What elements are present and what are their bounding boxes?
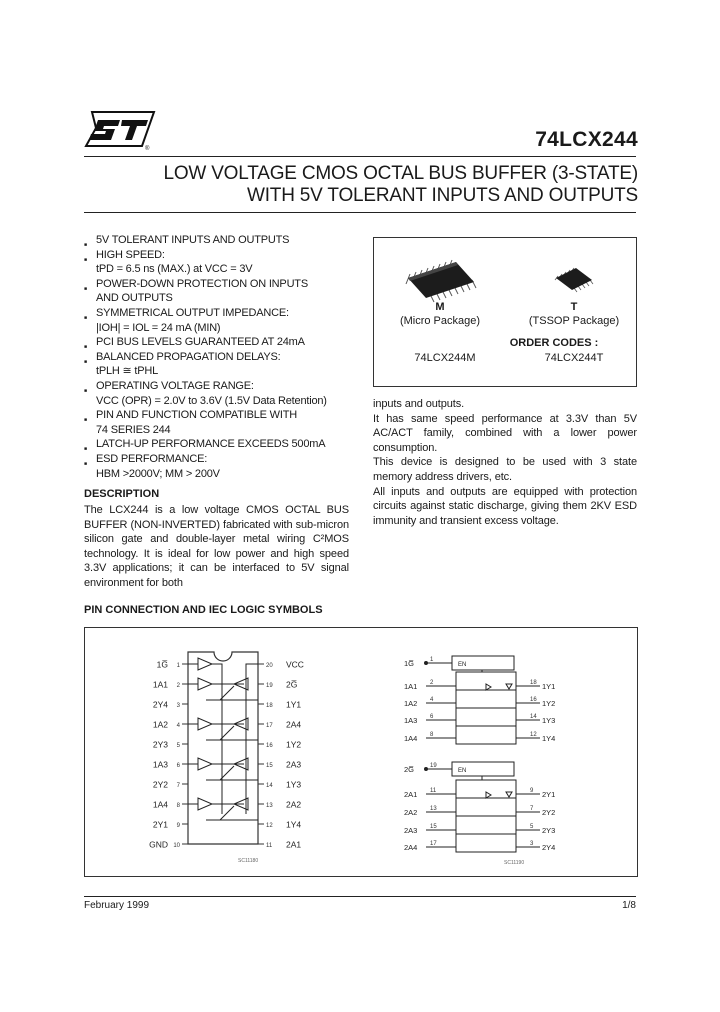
- feature-item: [84, 350, 359, 365]
- pin-number-right: 15: [266, 763, 273, 769]
- feature-item: [84, 394, 359, 409]
- iec-output-pin: 12: [530, 732, 537, 738]
- bullet-icon: ■: [84, 417, 87, 424]
- pin-number-left: 2: [176, 683, 180, 689]
- pin-name-left: 1A1: [152, 679, 168, 690]
- iec-input-pin: 6: [430, 714, 434, 720]
- micro-package-label: (Micro Package): [399, 315, 481, 327]
- iec-input-pin: 15: [430, 824, 437, 830]
- iec-input-name: 1A2: [404, 699, 418, 708]
- left-pin-labels: [149, 660, 188, 850]
- title-line-2: WITH 5V TOLERANT INPUTS AND OUTPUTS: [246, 185, 638, 206]
- iec-output-pin: 16: [530, 697, 537, 703]
- bullet-icon: ■: [84, 314, 87, 321]
- iec-input-pin: 17: [430, 841, 437, 847]
- right-pin-labels: [258, 660, 304, 850]
- feature-text: tPLH ≅ tPHL: [96, 365, 159, 378]
- bullet-icon: ■: [84, 242, 87, 248]
- description-right-p2: It has same speed performance at 3.3V than 5V AC/ACT family, combined with a lower power consumption.: [373, 412, 637, 454]
- description-heading: DESCRIPTION: [84, 488, 160, 500]
- feature-item: [84, 291, 359, 306]
- feature-text: 5V TOLERANT INPUTS AND OUTPUTS: [96, 234, 290, 246]
- pin-number-left: 4: [176, 723, 180, 729]
- subtitle-rule: [84, 212, 636, 213]
- iec-output-name: 2Y4: [542, 843, 556, 852]
- bullet-icon: ■: [84, 344, 87, 351]
- pin-number-left: 10: [173, 843, 180, 849]
- pin-number-left: 5: [176, 743, 180, 749]
- tssop-package-letter: T: [570, 301, 578, 313]
- iec-output-name: 2Y2: [542, 808, 556, 817]
- iec-input-name: 2A3: [404, 826, 418, 835]
- feature-item: [84, 423, 359, 438]
- pin-number-left: 6: [176, 763, 180, 769]
- bullet-icon: ■: [84, 460, 87, 467]
- pin-number-right: 19: [266, 683, 273, 689]
- iec-output-name: 1Y4: [542, 734, 556, 743]
- pin-name-right: 1Y1: [286, 699, 302, 710]
- iec-enable-pin: 1: [430, 657, 434, 663]
- pin-name-left: 2Y2: [152, 779, 168, 790]
- iec-output-name: 1Y2: [542, 699, 556, 708]
- bullet-icon: ■: [84, 446, 87, 453]
- pin-name-right: 2A2: [286, 799, 302, 810]
- iec-input-name: 1A3: [404, 716, 418, 725]
- iec-enable-pin: 19: [430, 763, 437, 769]
- iec-code-label: SC11190: [504, 860, 525, 866]
- bullet-icon: ■: [84, 256, 87, 263]
- pin-name-left: GND: [149, 839, 168, 850]
- pin-name-right: 2A1: [286, 839, 302, 850]
- feature-item: [84, 262, 359, 277]
- pin-number-right: 20: [266, 663, 273, 669]
- package-box: [373, 237, 637, 387]
- iec-output-name: 2Y1: [542, 790, 556, 799]
- pin-number-right: 18: [266, 703, 273, 709]
- title-line-1: LOW VOLTAGE CMOS OCTAL BUS BUFFER (3-STATE): [163, 163, 638, 184]
- pin-name-left: 1A4: [152, 799, 168, 810]
- micro-package-image: [402, 256, 478, 304]
- pin-number-right: 12: [266, 823, 273, 829]
- pin-name-left: 2Y3: [152, 739, 168, 750]
- iec-input-pin: 2: [430, 680, 434, 686]
- feature-item: [84, 321, 359, 336]
- iec-input-pin: 13: [430, 806, 437, 812]
- iec-output-pin: 18: [530, 680, 537, 686]
- iec-output-pin: 3: [530, 841, 534, 847]
- pin-name-left: 2Y1: [152, 819, 168, 830]
- pin-name-left: 1A3: [152, 759, 168, 770]
- iec-input-name: 1A1: [404, 682, 418, 691]
- feature-text: HIGH SPEED:: [96, 248, 165, 261]
- bullet-icon: ■: [84, 285, 87, 292]
- description-right-p1: inputs and outputs.: [373, 398, 465, 410]
- iec-logic-symbols: [400, 648, 580, 870]
- pin-number-right: 13: [266, 803, 273, 809]
- feature-text: BALANCED PROPAGATION DELAYS:: [96, 350, 281, 363]
- iec-en-label: EN: [458, 768, 467, 774]
- feature-item: [84, 452, 359, 467]
- st-logo: [84, 106, 160, 152]
- iec-output-pin: 9: [530, 788, 534, 794]
- feature-text: AND OUTPUTS: [96, 292, 173, 305]
- bullet-icon: ■: [84, 387, 87, 394]
- pin-name-right: 2A3: [286, 759, 302, 770]
- iec-input-pin: 11: [430, 788, 437, 794]
- iec-output-name: 1Y3: [542, 716, 556, 725]
- pin-number-right: 17: [266, 723, 273, 729]
- description-right-p3: This device is designed to be used with 3 state memory address drivers, etc.: [373, 456, 637, 483]
- pin-number-right: 11: [266, 843, 273, 849]
- iec-output-pin: 7: [530, 806, 534, 812]
- feature-text: PCI BUS LEVELS GUARANTEED AT 24mA: [96, 336, 305, 349]
- description-left: The LCX244 is a low voltage CMOS OCTAL BUS BUFFER (NON-INVERTED) fabricated with sub-micron silicon gate and double-layer metal wiring C²MOS technology. It is ideal for low power and high speed 3.3V applications; it can be interfaced to 5V signal environment for both: [84, 504, 349, 589]
- header-rule: [84, 156, 636, 157]
- feature-item: [84, 379, 359, 394]
- pin-number-left: 8: [176, 803, 180, 809]
- iec-input-name: 2A1: [404, 790, 418, 799]
- pin-name-left: 1A2: [152, 719, 168, 730]
- pin-name-left: 2Y4: [152, 699, 168, 710]
- feature-text: PIN AND FUNCTION COMPATIBLE WITH: [96, 409, 297, 422]
- feature-text: |IOH| = IOL = 24 mA (MIN): [96, 321, 221, 334]
- svg-text:®: ®: [145, 146, 150, 152]
- pin-name-right: 2A4: [286, 719, 302, 730]
- footer-rule: [84, 896, 636, 897]
- feature-text: POWER-DOWN PROTECTION ON INPUTS: [96, 277, 308, 290]
- iec-output-name: 2Y3: [542, 826, 556, 835]
- pin-number-left: 1: [176, 663, 180, 669]
- micro-package-letter: M: [435, 301, 445, 313]
- feature-item: [84, 437, 359, 452]
- feature-text: HBM >2000V; MM > 200V: [96, 467, 220, 480]
- iec-enable-label: 1G̅: [404, 659, 415, 668]
- order-codes-heading: ORDER CODES :: [509, 337, 599, 349]
- iec-en-label: EN: [458, 662, 467, 668]
- feature-text: tPD = 6.5 ns (MAX.) at VCC = 3V: [96, 263, 253, 276]
- diagram-code-label: SC11180: [238, 858, 259, 864]
- feature-item: [84, 408, 359, 423]
- feature-item: [84, 364, 359, 379]
- feature-text: LATCH-UP PERFORMANCE EXCEEDS 500mA: [96, 438, 326, 451]
- feature-text: ESD PERFORMANCE:: [96, 452, 208, 465]
- tssop-package-image: [552, 264, 596, 294]
- pin-name-right: 1Y4: [286, 819, 302, 830]
- iec-output-pin: 14: [530, 714, 537, 720]
- iec-input-name: 2A2: [404, 808, 418, 817]
- iec-input-name: 1A4: [404, 734, 418, 743]
- iec-output-name: 1Y1: [542, 682, 556, 691]
- footer-date: February 1999: [84, 900, 150, 911]
- pin-number-left: 3: [176, 703, 180, 709]
- feature-item: [84, 335, 359, 350]
- iec-input-name: 2A4: [404, 843, 418, 852]
- feature-item: [84, 248, 359, 263]
- pin-connection-diagram: [140, 640, 330, 870]
- feature-item: [84, 306, 359, 321]
- bullet-icon: ■: [84, 358, 87, 365]
- feature-list: [84, 233, 359, 481]
- iec-output-pin: 5: [530, 824, 534, 830]
- iec-enable-label: 2G̅: [404, 765, 415, 774]
- pin-section-heading: PIN CONNECTION AND IEC LOGIC SYMBOLS: [84, 604, 323, 616]
- pin-number-left: 9: [176, 823, 180, 829]
- feature-text: 74 SERIES 244: [96, 423, 171, 436]
- tssop-package-label: (TSSOP Package): [528, 315, 620, 327]
- feature-text: SYMMETRICAL OUTPUT IMPEDANCE:: [96, 306, 289, 319]
- order-code-m: 74LCX244M: [414, 352, 476, 364]
- feature-item: [84, 467, 359, 482]
- feature-text: OPERATING VOLTAGE RANGE:: [96, 379, 254, 392]
- feature-item: [84, 277, 359, 292]
- iec-input-pin: 4: [430, 697, 434, 703]
- feature-item: [84, 233, 359, 248]
- part-number: 74LCX244: [535, 128, 638, 151]
- footer-page: 1/8: [622, 900, 636, 911]
- pin-name-right: 2G̅: [286, 679, 298, 690]
- feature-text: VCC (OPR) = 2.0V to 3.6V (1.5V Data Retention): [96, 394, 327, 407]
- pin-number-right: 16: [266, 743, 273, 749]
- order-code-t: 74LCX244T: [544, 352, 604, 364]
- description-right: [373, 397, 637, 528]
- pin-name-right: VCC: [286, 659, 304, 670]
- description-right-p4: All inputs and outputs are equipped with protection circuits against static discharge, giving them 2KV ESD immunity and transient excess voltage.: [373, 485, 637, 527]
- iec-input-pin: 8: [430, 732, 434, 738]
- pin-name-right: 1Y2: [286, 739, 302, 750]
- pin-name-right: 1Y3: [286, 779, 302, 790]
- pin-number-right: 14: [266, 783, 273, 789]
- pin-name-left: 1G̅: [156, 659, 168, 670]
- pin-number-left: 7: [176, 783, 180, 789]
